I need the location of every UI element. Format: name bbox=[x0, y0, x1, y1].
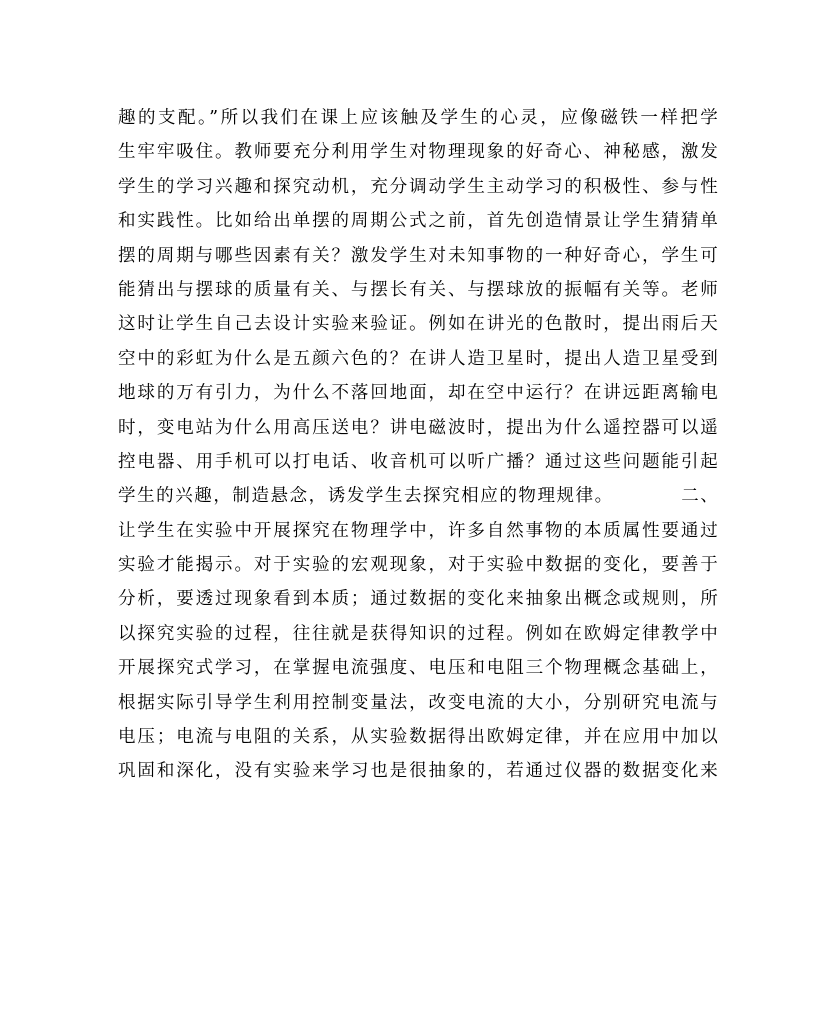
text-line: 让学生在实验中开展探究在物理学中，许多自然事物的本质属性要通过 bbox=[118, 520, 718, 541]
text-line: 分析，要透过现象看到本质；通过数据的变化来抽象出概念或规则，所 bbox=[118, 589, 718, 610]
text-line: 控电器、用手机可以打电话、收音机可以听广播？通过这些问题能引起 bbox=[118, 451, 718, 472]
text-line: 时，变电站为什么用高压送电？讲电磁波时，提出为什么遥控器可以遥 bbox=[118, 417, 718, 438]
text-line: 空中的彩虹为什么是五颜六色的？在讲人造卫星时，提出人造卫星受到 bbox=[118, 348, 718, 369]
text-line: 开展探究式学习，在掌握电流强度、电压和电阻三个物理概念基础上， bbox=[118, 658, 718, 679]
text-line: 趣的支配。”所以我们在课上应该触及学生的心灵，应像磁铁一样把学 bbox=[118, 108, 718, 128]
text-line: 根据实际引导学生利用控制变量法，改变电流的大小，分别研究电流与 bbox=[118, 692, 718, 713]
text-line: 这时让学生自己去设计实验来验证。例如在讲光的色散时，提出雨后天 bbox=[118, 314, 718, 335]
text-line: 实验才能揭示。对于实验的宏观现象，对于实验中数据的变化，要善于 bbox=[118, 555, 718, 576]
text-line: 摆的周期与哪些因素有关？激发学生对未知事物的一种好奇心，学生可 bbox=[118, 245, 718, 266]
body-text bbox=[118, 101, 718, 789]
text-line: 学生的学习兴趣和探究动机，充分调动学生主动学习的积极性、参与性 bbox=[118, 176, 718, 197]
text-line: 能猜出与摆球的质量有关、与摆长有关、与摆球放的振幅有关等。老师 bbox=[118, 279, 718, 300]
text-line: 以探究实验的过程，往往就是获得知识的过程。例如在欧姆定律教学中 bbox=[118, 623, 718, 644]
text-line: 和实践性。比如给出单摆的周期公式之前，首先创造情景让学生猜猜单 bbox=[118, 211, 718, 232]
text-line: 电压；电流与电阻的关系，从实验数据得出欧姆定律，并在应用中加以 bbox=[118, 727, 718, 748]
text-line: 巩固和深化，没有实验来学习也是很抽象的，若通过仪器的数据变化来 bbox=[118, 761, 718, 782]
text-line: 生牢牢吸住。教师要充分利用学生对物理现象的好奇心、神秘感，激发 bbox=[118, 142, 718, 163]
text-line: 地球的万有引力，为什么不落回地面，却在空中运行？在讲远距离输电 bbox=[118, 383, 718, 404]
text-line: 学生的兴趣，制造悬念，诱发学生去探究相应的物理规律。 二、 bbox=[118, 486, 718, 507]
